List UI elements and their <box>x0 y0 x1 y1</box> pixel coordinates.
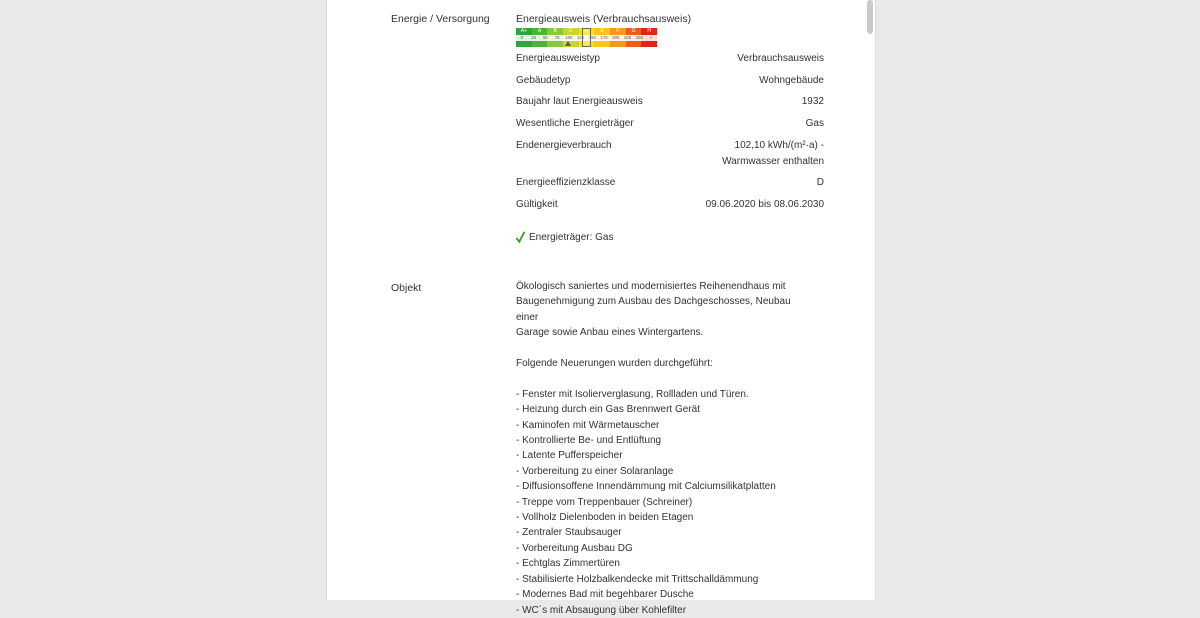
detail-value-line: 1932 <box>801 96 824 107</box>
list-item: - Vorbereitung zu einer Solaranlage <box>516 465 674 477</box>
intro-line: Baugenehmigung zum Ausbau des Dachgeschosses, Neubau einer <box>516 296 791 323</box>
scale-tick-label: 250 <box>635 35 643 40</box>
list-item: - Diffusionsoffene Innendämmung mit Calciumsilikatplatten <box>516 481 776 493</box>
paragraph-gap <box>516 371 806 386</box>
list-item: - Vollholz Dielenboden in beiden Etagen <box>516 512 694 524</box>
detail-value-line: Gas <box>805 118 824 129</box>
detail-label: Baujahr laut Energieausweis <box>516 96 643 107</box>
efficiency-class-letter: F <box>616 28 620 34</box>
list-item: - Stabilisierte Holzbalkendecke mit Trittschalldämmung <box>516 573 759 585</box>
scale-tick-label: 50 <box>542 35 548 40</box>
list-item: - Echtglas Zimmertüren <box>516 558 620 570</box>
list-item: - Zentraler Staubsauger <box>516 527 622 539</box>
scale-tick-label: 200 <box>612 35 620 40</box>
detail-label: Gültigkeit <box>516 199 558 210</box>
efficiency-class-letter: B <box>553 28 557 34</box>
scale-tick-label: 25 <box>531 35 537 40</box>
scale-tick-label: 75 <box>554 35 560 40</box>
detail-value-line: Wohngebäude <box>759 75 824 86</box>
efficiency-class-letter: A+ <box>520 28 527 34</box>
scale-tick-label: 100 <box>565 35 573 40</box>
scrollbar-thumb[interactable] <box>867 0 873 34</box>
section-label-energie: Energie / Versorgung <box>391 13 490 25</box>
scale-tick-label: 0 <box>520 35 524 40</box>
objekt-description <box>516 279 806 618</box>
detail-label: Endenergieverbrauch <box>516 140 612 151</box>
scale-tick-label: 150 <box>588 35 596 40</box>
efficiency-class-letter: H <box>647 28 652 34</box>
section-label-objekt: Objekt <box>391 282 422 294</box>
scale-tick-label: 175 <box>600 35 608 40</box>
list-item: - WC´s mit Absaugung über Kohlefilter <box>516 604 687 616</box>
detail-label: Wesentliche Energieträger <box>516 118 634 129</box>
list-item: - Vorbereitung Ausbau DG <box>516 542 633 554</box>
detail-value-line: D <box>816 177 824 188</box>
detail-value-line: 102,10 kWh/(m²·a) - <box>734 140 824 151</box>
list-item: - Modernes Bad mit begehbarer Dusche <box>516 589 694 601</box>
energy-carrier-text: Energieträger: Gas <box>529 231 614 243</box>
efficiency-class-letter: D <box>584 28 589 34</box>
scale-tick-label: > <box>649 35 653 40</box>
energieausweis-title: Energieausweis (Verbrauchsausweis) <box>516 13 692 25</box>
list-item: - Kaminofen mit Wärmetauscher <box>516 419 660 431</box>
detail-label: Energieausweistyp <box>516 53 600 64</box>
list-item: - Heizung durch ein Gas Brennwert Gerät <box>516 404 700 416</box>
list-item: - Latente Pufferspeicher <box>516 450 623 462</box>
neuerungen-heading: Folgende Neuerungen wurden durchgeführt: <box>516 358 713 370</box>
efficiency-class-letter: E <box>600 28 604 34</box>
intro-line: Garage sowie Anbau eines Wintergartens. <box>516 327 704 339</box>
scale-tick-label: 125 <box>577 35 585 40</box>
list-item: - Fenster mit Isolierverglasung, Rollladen und Türen. <box>516 388 749 400</box>
efficiency-class-letter: G <box>631 28 636 34</box>
efficiency-class-letter: A <box>537 28 542 34</box>
detail-value-line: 09.06.2020 bis 08.06.2030 <box>705 199 824 210</box>
detail-value-line: Warmwasser enthalten <box>722 155 824 167</box>
detail-label: Gebäudetyp <box>516 75 571 86</box>
intro-line: Ökologisch saniertes und modernisiertes Reihenendhaus mit <box>516 281 786 292</box>
paragraph-gap <box>516 341 806 356</box>
detail-value-line: Verbrauchsausweis <box>737 53 824 64</box>
efficiency-class-letter: C <box>569 28 573 34</box>
scale-tick-label: 225 <box>624 35 632 40</box>
objekt-content <box>516 0 824 616</box>
list-item: - Treppe vom Treppenbauer (Schreiner) <box>516 496 693 508</box>
expose-page <box>326 0 876 616</box>
list-item: - Kontrollierte Be- und Entlüftung <box>516 435 662 447</box>
detail-label: Energieeffizienzklasse <box>516 177 616 188</box>
